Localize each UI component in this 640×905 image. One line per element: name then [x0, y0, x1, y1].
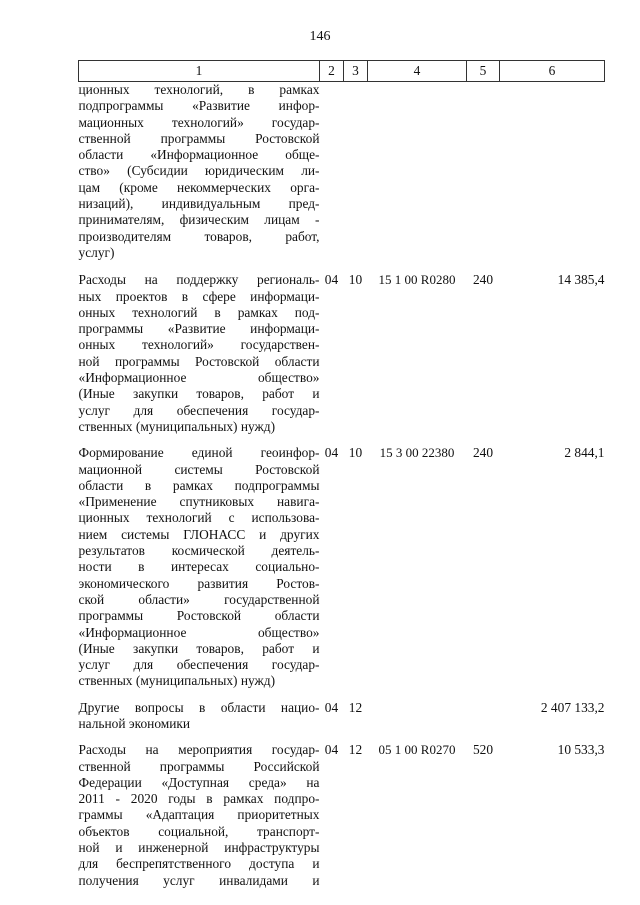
- description-line: ственных (муниципальных) нужд): [78, 418, 276, 434]
- row-description: [79, 697, 320, 740]
- target-article-code: 05 1 00 R0270: [378, 742, 456, 758]
- column-header-2: 2: [320, 61, 344, 82]
- description-line: объектов социальной, транспорт-: [78, 823, 320, 839]
- description-line: Формирование единой геоинфор-: [78, 445, 320, 461]
- description-line: ной программы Ростовской области: [78, 353, 320, 369]
- target-article-code: [368, 82, 467, 270]
- amount-value: 10 533,3: [557, 742, 605, 758]
- section-code: 04: [324, 699, 339, 715]
- description-line: «Информационное общество»: [78, 624, 320, 640]
- description-line: для беспрепятственного доступа и: [78, 856, 320, 872]
- description-line: онных технологий в рамках под-: [78, 304, 320, 320]
- section-code: 04: [324, 742, 339, 758]
- target-article-code: [368, 697, 467, 740]
- table-row: [79, 82, 605, 270]
- description-line: «Применение спутниковых навига-: [78, 494, 320, 510]
- description-line: (Иные закупки товаров, работ и: [78, 640, 320, 656]
- description-line: ственных (муниципальных) нужд): [78, 673, 276, 689]
- budget-table: [78, 60, 605, 889]
- target-article-code: 15 1 00 R0280: [378, 272, 456, 288]
- description-line: онных технологий» государствен-: [78, 337, 320, 353]
- section-code: 04: [324, 272, 339, 288]
- amount-value: 2 407 133,2: [540, 699, 605, 715]
- description-line: цам (кроме некоммерческих орга-: [78, 179, 320, 195]
- expense-type-code: [467, 697, 500, 740]
- table-row: [79, 739, 605, 889]
- section-code: 04: [324, 445, 339, 461]
- description-line: ных проектов в сфере информаци-: [78, 288, 320, 304]
- description-line: Расходы на поддержку региональ-: [78, 272, 320, 288]
- description-line: услуг для обеспечения государ-: [78, 657, 320, 673]
- description-line: низаций), индивидуальным пред-: [78, 196, 320, 212]
- description-line: Федерации «Доступная среда» на: [78, 774, 320, 790]
- description-line: ственной программы Российской: [78, 758, 320, 774]
- description-line: ности в интересах социально-: [78, 559, 320, 575]
- row-description: [79, 269, 320, 442]
- description-line: подпрограммы «Развитие инфор-: [78, 98, 320, 114]
- expense-type-code: 520: [472, 742, 494, 758]
- description-line: Расходы на мероприятия государ-: [78, 742, 320, 758]
- subsection-code: 12: [348, 742, 363, 758]
- description-line: нием системы ГЛОНАСС и других: [78, 526, 320, 542]
- row-description: [79, 442, 320, 696]
- description-line: области «Информационное обще-: [78, 147, 320, 163]
- table-row: [79, 442, 605, 696]
- section-code: [320, 82, 344, 270]
- description-line: производителям товаров, работ,: [78, 228, 320, 244]
- description-line: принимателям, физическим лицам -: [78, 212, 320, 228]
- description-line: мационных технологий» государ-: [78, 114, 320, 130]
- column-header-1: 1: [79, 61, 320, 82]
- description-line: ственной программы Ростовской: [78, 130, 320, 146]
- column-header-4: 4: [368, 61, 467, 82]
- description-line: ционных технологий с использова-: [78, 510, 320, 526]
- expense-type-code: 240: [472, 272, 494, 288]
- table-row: [79, 269, 605, 442]
- description-line: программы «Развитие информаци-: [78, 321, 320, 337]
- row-description: [79, 739, 320, 889]
- table-row: [79, 697, 605, 740]
- amount-value: [500, 82, 605, 270]
- amount-value: 14 385,4: [557, 272, 605, 288]
- description-line: Другие вопросы в области нацио-: [78, 699, 320, 715]
- description-line: программы Ростовской области: [78, 608, 320, 624]
- table-body: [79, 82, 605, 889]
- description-line: ной и инженерной инфраструктуры: [78, 840, 320, 856]
- description-line: области в рамках подпрограммы: [78, 477, 320, 493]
- description-line: ской области» государственной: [78, 591, 320, 607]
- description-line: услуг для обеспечения государ-: [78, 402, 320, 418]
- description-line: ство» (Субсидии юридическим ли-: [78, 163, 320, 179]
- description-line: ционных технологий, в рамках: [78, 82, 320, 97]
- row-description: [79, 82, 320, 270]
- subsection-code: 10: [348, 272, 363, 288]
- expense-type-code: 240: [472, 445, 494, 461]
- description-line: получения услуг инвалидами и: [78, 872, 320, 888]
- subsection-code: 12: [348, 699, 363, 715]
- subsection-code: 10: [348, 445, 363, 461]
- description-line: экономического развития Ростов-: [78, 575, 320, 591]
- amount-value: 2 844,1: [564, 445, 605, 461]
- subsection-code: [344, 82, 368, 270]
- expense-type-code: [467, 82, 500, 270]
- column-header-3: 3: [344, 61, 368, 82]
- description-line: мационной системы Ростовской: [78, 461, 320, 477]
- description-line: результатов космической деятель-: [78, 543, 320, 559]
- description-line: граммы «Адаптация приоритетных: [78, 807, 320, 823]
- description-line: (Иные закупки товаров, работ и: [78, 386, 320, 402]
- description-line: «Информационное общество»: [78, 370, 320, 386]
- target-article-code: 15 3 00 22380: [379, 445, 455, 461]
- column-header-6: 6: [500, 61, 605, 82]
- description-line: нальной экономики: [78, 715, 191, 731]
- table-header-row: [79, 61, 605, 82]
- page-number: 146: [309, 29, 331, 44]
- column-header-5: 5: [467, 61, 500, 82]
- description-line: услуг): [78, 244, 115, 260]
- description-line: 2011 - 2020 годы в рамках подпро-: [78, 791, 320, 807]
